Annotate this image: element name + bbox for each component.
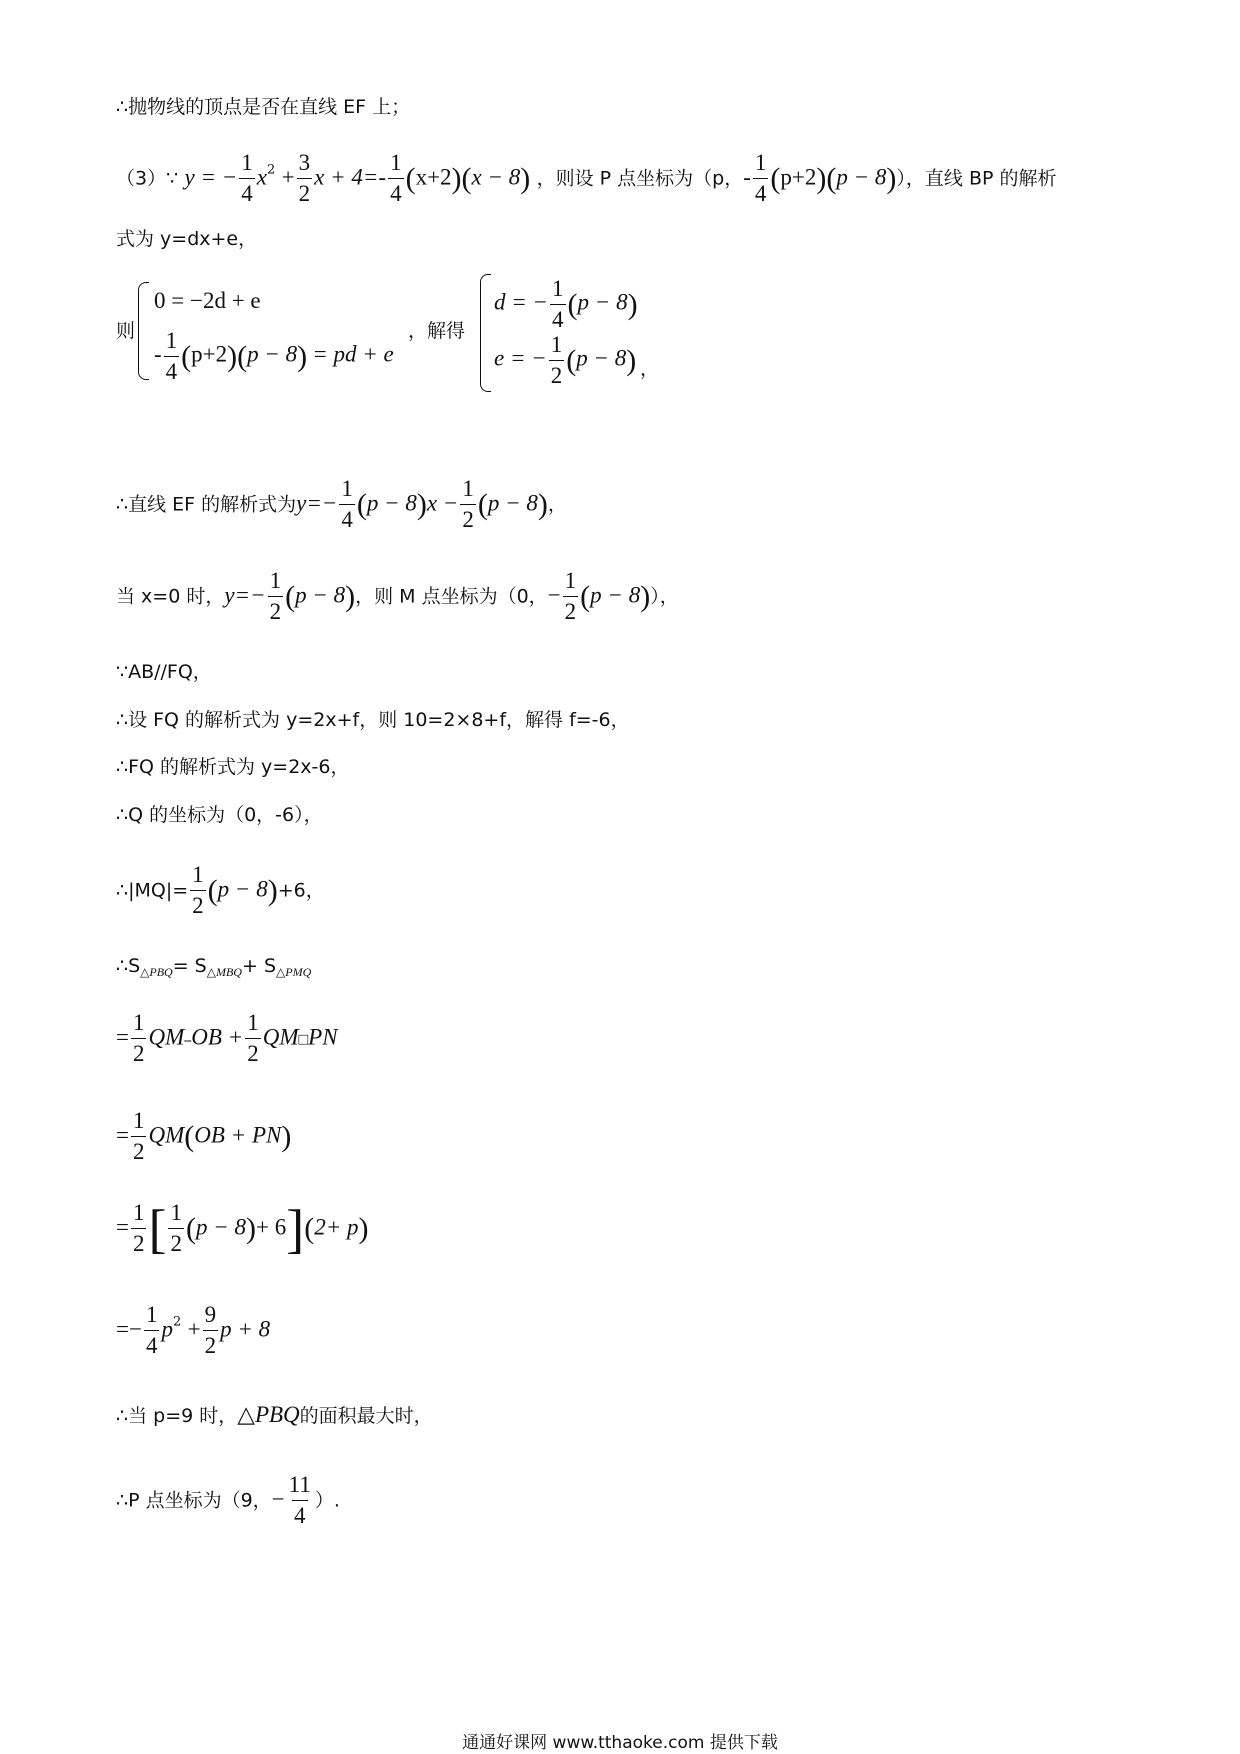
fraction: $\frac{1}{2}$ [269, 568, 282, 625]
label: 则 [116, 320, 136, 342]
label: ，则 M 点坐标为（0， [355, 585, 548, 608]
fraction: $\frac{1}{2}$ [170, 1200, 182, 1257]
label: ∴S [116, 955, 141, 977]
equation-line: =− $\frac{1}{4}$ $p^2$ + $\frac{9}{2}$ p + 8 [116, 1302, 271, 1359]
fraction: $\frac{1}{4}$ [165, 328, 178, 385]
equation-line: = $\frac{1}{2}$ [ $\frac{1}{2}$ (p − 8)+ 6](2+ p) [116, 1198, 369, 1259]
label: ∴|MQ|= [116, 879, 189, 902]
label: ∴当 p=9 时， [116, 1405, 238, 1427]
text-line [116, 1403, 433, 1426]
label: +6， [277, 879, 325, 902]
math: x + 4=- [314, 164, 387, 190]
label: ， [640, 358, 660, 380]
text-line: ∴FQ 的解析式为 y=2x-6， [116, 756, 350, 778]
math: y=− [224, 582, 266, 608]
label: ）， [650, 585, 679, 608]
fraction: $\frac{11}{4}$ [288, 1472, 311, 1529]
label: ）. [314, 1489, 340, 1512]
equation-line: （3）∵ y = − $\frac{1}{4}$ $x^2$ + $\frac{3}{2}$ x + 4=- $\frac{1}{4}$ (x+2)(x − 8) ，则设 P 点坐标为（p，- $\frac{1}{4}$ (p+2)(p − 8)），直线 BP 的解析 [116, 150, 1057, 207]
math: p+2 [780, 164, 817, 190]
math: x − [426, 490, 459, 516]
label: ，解得 [408, 320, 466, 342]
equation-line: ∴直线 EF 的解析式为y=− $\frac{1}{4}$ (p − 8)x − $\frac{1}{2}$ (p − 8)， [116, 476, 567, 533]
label: ∴P 点坐标为（9， [116, 1489, 272, 1512]
math: △PBQ [237, 1402, 300, 1427]
text-line: ∵AB//FQ， [116, 661, 212, 683]
subscript: △PMQ [276, 965, 312, 979]
fraction: $\frac{1}{2}$ [192, 862, 204, 919]
equation-line [116, 955, 311, 978]
fraction: $\frac{1}{2}$ [132, 1010, 145, 1067]
fraction: $\frac{9}{2}$ [204, 1302, 217, 1359]
fraction: $\frac{3}{2}$ [298, 150, 311, 207]
equation-line: = $\frac{1}{2}$ QM(OB + PN) [116, 1108, 292, 1165]
label: 当 x=0 时， [116, 585, 225, 608]
equation-system-left: 0 = −2d + e - $\frac{1}{4}$ (p+2)(p − 8) = pd + e [138, 280, 398, 380]
fraction: $\frac{1}{4}$ [552, 276, 564, 333]
label: ∴直线 EF 的解析式为 [116, 493, 297, 516]
math: e = − [494, 345, 547, 371]
fraction: $\frac{1}{4}$ [754, 150, 767, 207]
label: ，则设 P 点坐标为（p， [536, 167, 744, 190]
math: y = − [184, 164, 238, 190]
fraction: $\frac{1}{2}$ [564, 568, 577, 625]
label: ），直线 BP 的解析 [896, 167, 1057, 190]
fraction: $\frac{1}{2}$ [132, 1108, 145, 1165]
text-line: ∴Q 的坐标为（0，-6）， [116, 804, 323, 826]
math: - [743, 164, 751, 190]
fraction: $\frac{1}{4}$ [241, 150, 253, 207]
exponent: 2 [267, 162, 276, 178]
fraction: $\frac{1}{2}$ [550, 332, 563, 389]
fraction: $\frac{1}{2}$ [247, 1010, 259, 1067]
math: 0 = −2d + e [154, 288, 261, 313]
label: + S [241, 955, 277, 977]
text-line: ∴抛物线的顶点是否在直线 EF 上； [116, 96, 411, 118]
math: x+2 [415, 164, 452, 190]
page-footer: 通通好课网 www.tthaoke.com 提供下载 [462, 1733, 778, 1753]
math: x [256, 164, 268, 190]
fraction: $\frac{1}{4}$ [390, 150, 402, 207]
label: （3）∵ [116, 167, 179, 190]
math: y=− [296, 490, 338, 516]
fraction: $\frac{1}{4}$ [341, 476, 353, 533]
text-line: 式为 y=dx+e， [116, 228, 258, 250]
fraction: $\frac{1}{4}$ [145, 1302, 158, 1359]
math: p − 8 [836, 164, 887, 190]
fraction: $\frac{1}{2}$ [132, 1200, 145, 1257]
math: + [281, 164, 295, 190]
equation-line: 当 x=0 时，y=− $\frac{1}{2}$ (p − 8)，则 M 点坐标为（0，− $\frac{1}{2}$ (p − 8)）， [116, 568, 679, 625]
equation-line: ∴|MQ|= $\frac{1}{2}$ (p − 8)+6， [116, 862, 325, 919]
equation-system-right: d = − $\frac{1}{4}$ (p − 8) e = − $\frac{1}{2}$ (p − 8) [480, 272, 680, 392]
label: = S [172, 955, 207, 977]
text-line: ∴设 FQ 的解析式为 y=2x+f，则 10=2×8+f，解得 f=-6， [116, 709, 630, 731]
fraction: $\frac{1}{2}$ [462, 476, 474, 533]
equation-line: ∴P 点坐标为（9，− $\frac{11}{4}$ ）. [116, 1472, 340, 1529]
label: 的面积最大时， [299, 1405, 433, 1427]
equation-line: = $\frac{1}{2}$ QM⎯OB + $\frac{1}{2}$ QM□PN [116, 1010, 338, 1067]
math: x − 8 [471, 164, 521, 190]
math: = pd + e [312, 341, 394, 367]
subscript: △PBQ [140, 965, 173, 979]
math: d = − [494, 289, 549, 315]
subscript: △MBQ [206, 965, 242, 979]
